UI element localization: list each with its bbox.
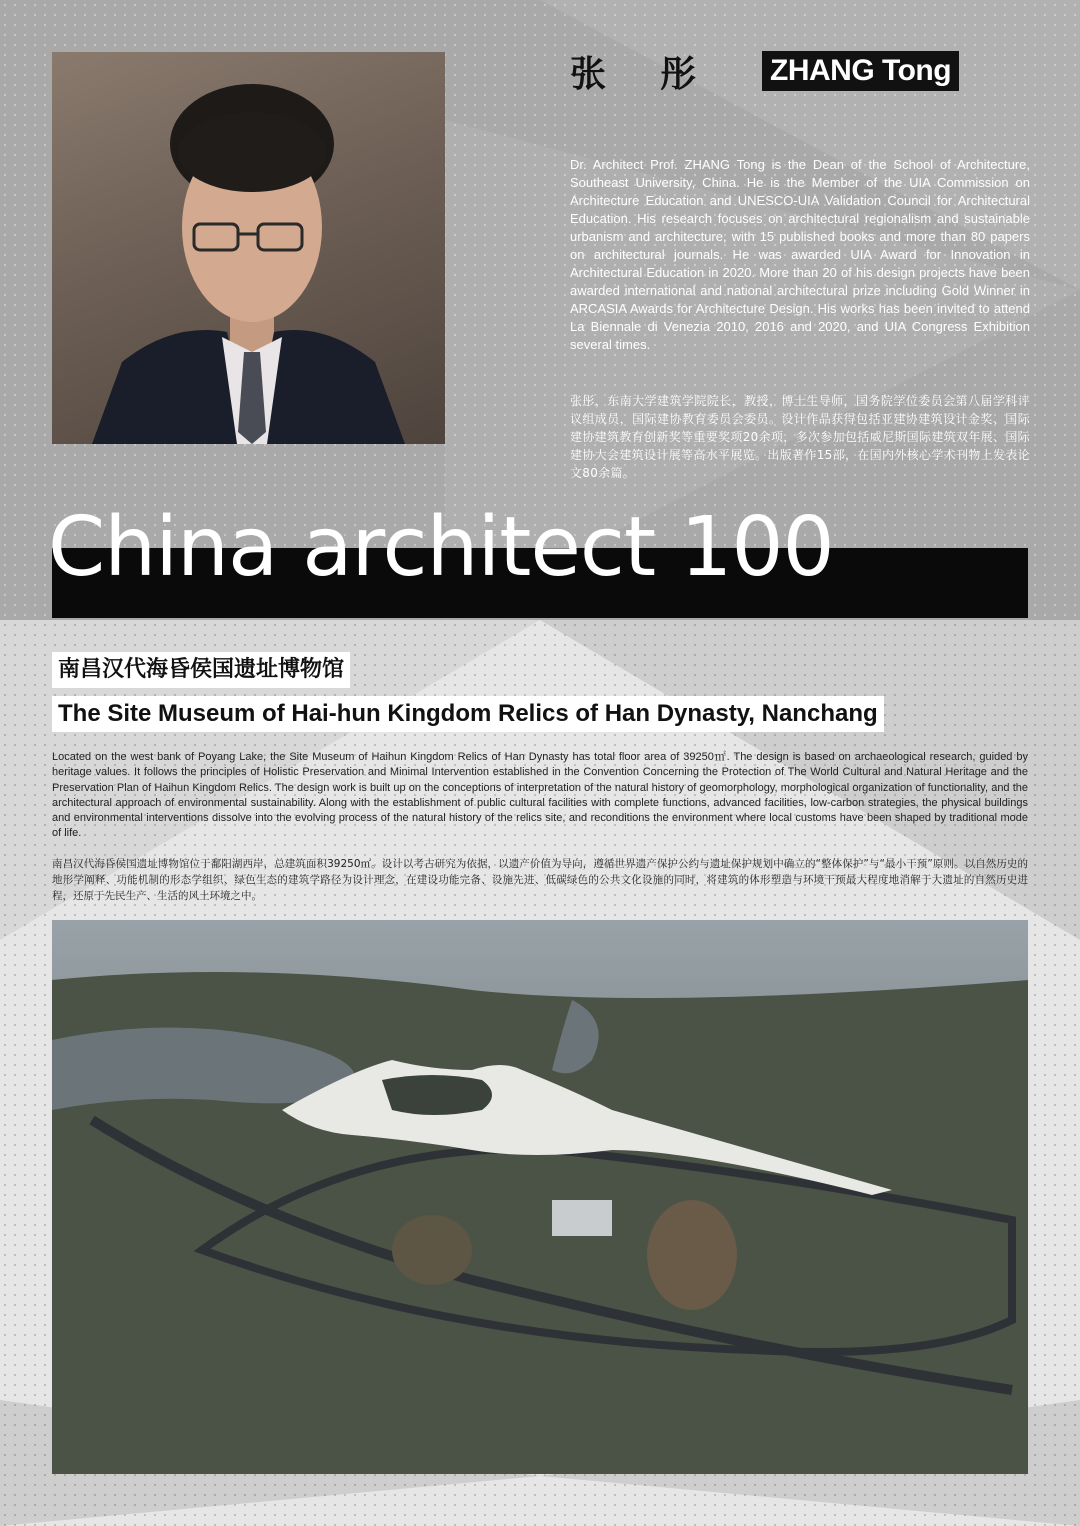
project-title-en: The Site Museum of Hai-hun Kingdom Relics of Han Dynasty, Nanchang [52, 696, 884, 732]
project-title-cn: 南昌汉代海昏侯国遗址博物馆 [52, 652, 350, 688]
project-aerial-photo [52, 920, 1028, 1474]
architect-portrait [52, 52, 445, 444]
architect-name-en: ZHANG Tong [762, 51, 959, 91]
architect-name-row [570, 48, 959, 94]
project-description-en: Located on the west bank of Poyang Lake, the Site Museum of Haihun Kingdom Relics of Han Dynasty has total floor area of 39250㎡. The design is based on archaeological research, guided by heritage values. It follows the principles of Holistic Preservation and Minimal Intervention established in the Convention Concerning the Protection of The World Cultural and Natural Heritage and the Preservation Plan of Haihun Kingdom Relics. The design work is built up on the conceptions of interpretation of the natural history of geomorphology, morphological organization of functionality, and the architectural approach of environmental sustainability. Along with the establishment of public cultural facilities with complete functions, advanced facilities, low-carbon strategies, the physical buildings and environmental interventions dissolve into the evolving process of the natural history of the relics site, and reconditions the environment where local customs have been shaped by traditional mode of life. [52, 751, 1028, 840]
architect-bio-cn: 张彤，东南大学建筑学院院长，教授，博士生导师，国务院学位委员会第八届学科评议组成员，国际建协教育委员会委员。设计作品获得包括亚建协建筑设计金奖、国际建协建筑教育创新奖等重要奖项20余项，多次参加包括威尼斯国际建筑双年展、国际建协大会建筑设计展等高水平展览。出版著作15部，在国内外核心学术刊物上发表论文80余篇。 [570, 394, 1030, 480]
banner-title: China architect 100 [48, 500, 834, 595]
architect-name-cn: 张彤 [570, 53, 751, 95]
project-description-cn: 南昌汉代海昏侯国遗址博物馆位于鄱阳湖西岸，总建筑面积39250㎡。设计以考古研究为依据，以遗产价值为导向，遵循世界遗产保护公约与遗址保护规划中确立的“整体保护”与“最小干预”原则。以自然历史的地形学阐释、功能机制的形态学组织、绿色生态的建筑学路径为设计理念，在建设功能完备、设施先进、低碳绿色的公共文化设施的同时，将建筑的体形塑造与环境干预最大程度地消解于大遗址的自然历史进程，还原于先民生产、生活的风土环境之中。 [52, 858, 1028, 902]
architect-bio-en: Dr. Architect Prof. ZHANG Tong is the Dean of the School of Architecture, Southeast University, China. He is the Member of the UIA Commission on Architecture Education and UNESCO-UIA Validation Council for Architectural Education. His research focuses on architectural regionalism and sustainable urbanism and architecture, with 15 published books and more than 80 papers on architectural journals. He was awarded UIA Award for Innovation in Architectural Education in 2020. More than 20 of his design projects have been awarded international and national architectural prize including Gold Winner in ARCASIA Awards for Architecture Design. His works has been invited to attend La Biennale di Venezia 2010, 2016 and 2020, and UIA Congress Exhibition several times. [570, 157, 1030, 352]
